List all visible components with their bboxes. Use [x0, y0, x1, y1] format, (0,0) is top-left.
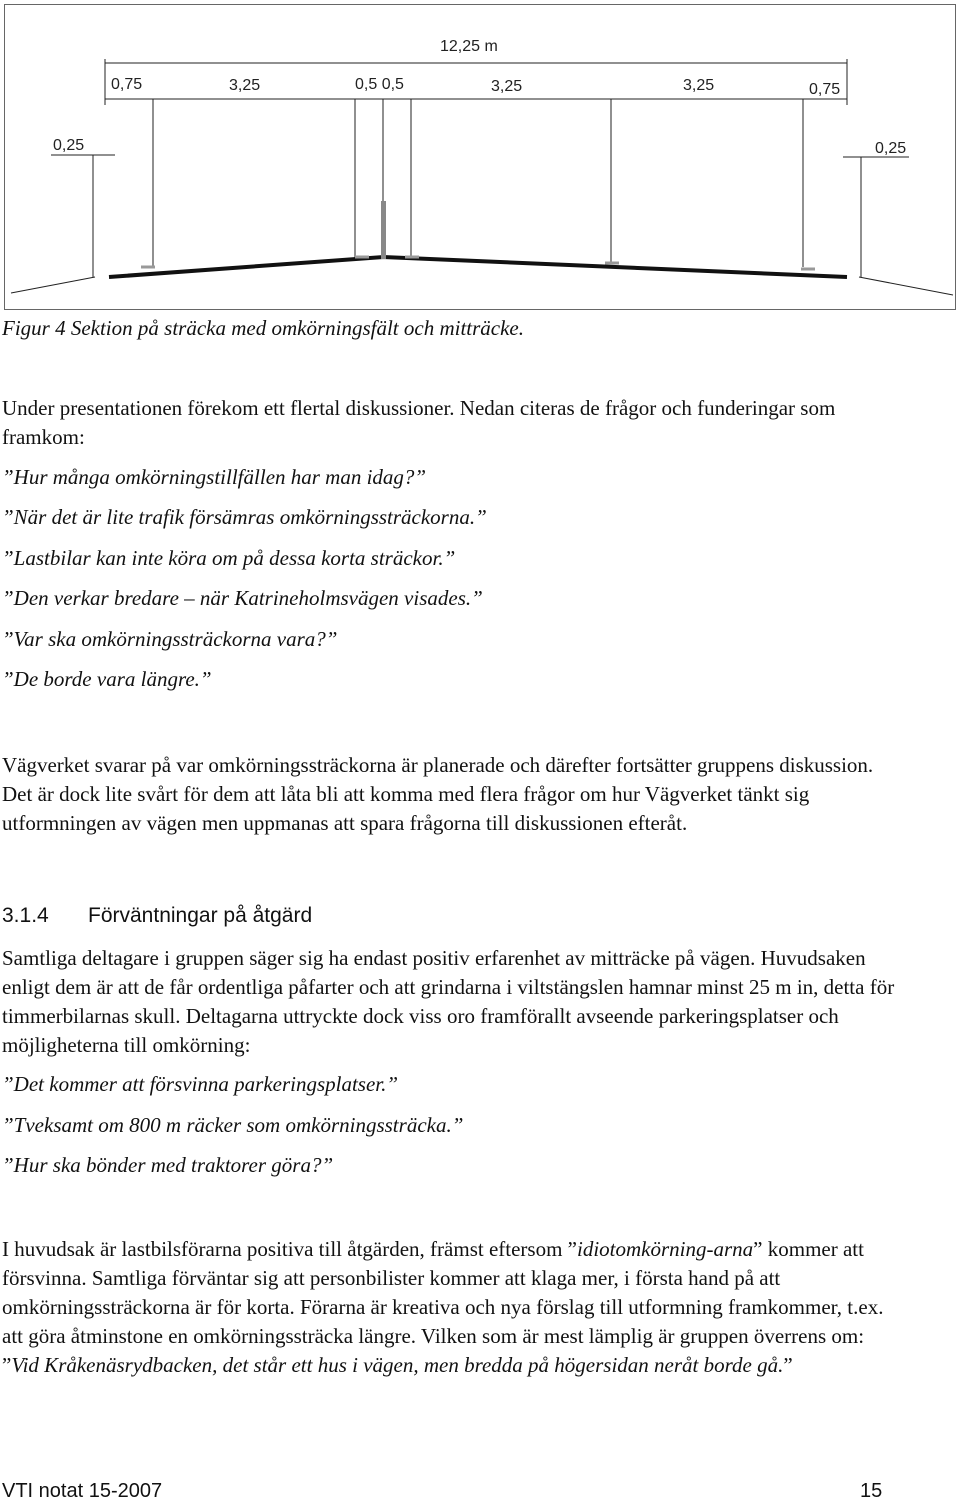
- footer-page-number: 15: [860, 1480, 883, 1502]
- quote-9: ”Hur ska bönder med traktorer göra?”: [2, 1153, 334, 1177]
- section-heading: [2, 904, 312, 928]
- dim-shoulder-right: 0,75: [809, 81, 841, 98]
- dim-shoulder-left: 0,75: [111, 76, 143, 93]
- dim-edge-left: 0,25: [53, 137, 85, 154]
- dim-edge-right: 0,25: [875, 140, 907, 157]
- dim-lane-3: 3,25: [683, 77, 715, 94]
- quote-5: ”Var ska omkörningssträckorna vara?”: [2, 627, 338, 651]
- quote-1: ”Hur många omkörningstillfällen har man idag?”: [2, 465, 427, 489]
- drivers-text-d: Vid Kråkenäsrydbacken, det står ett hus i vägen, men bredda på högersidan neråt borde gå.: [11, 1353, 784, 1377]
- expectations-paragraph: Samtliga deltagare i gruppen säger sig ha endast positiv erfarenhet av mitträcke på vägen. Huvudsaken enligt dem är att de får ordentliga påfarter och att grindarna i viltstängslen hamnar minst 25 m in, detta för timmerbilarnas skull. Deltagarna uttryckte dock viss oro framförallt avseende parkeringsplatser och möjligheterna till omkörning:: [2, 946, 895, 1057]
- footer-publication: VTI notat 15-2007: [2, 1480, 163, 1502]
- quote-2: ”När det är lite trafik försämras omkörningssträckorna.”: [2, 505, 487, 529]
- drivers-text-e: ”: [783, 1353, 793, 1377]
- dim-median: 0,5 0,5: [355, 76, 404, 93]
- road-section-figure: [4, 4, 956, 310]
- drivers-text-c: ” kommer att försvinna. Samtliga förväntar sig att personbilister kommer att klaga mer, i första hand på att omkörningssträckorna är för korta. Förarna är kreativa och nya förslag till utformning framkommer, t.ex. att göra åtminstone en omkörningssträcka längre. Vilken som är mest lämplig är gruppen överrens om: ”: [2, 1237, 884, 1377]
- intro-paragraph: Under presentationen förekom ett flertal diskussioner. Nedan citeras de frågor och funderingar som framkom:: [2, 396, 836, 449]
- dim-lane-1: 3,25: [229, 77, 261, 94]
- quote-8: ”Tveksamt om 800 m räcker som omkörningssträcka.”: [2, 1113, 464, 1137]
- section-title: Förväntningar på åtgärd: [88, 904, 313, 927]
- drivers-text-b: idiotomkörning-arna: [577, 1237, 754, 1261]
- section-number: 3.1.4: [2, 904, 49, 927]
- drivers-paragraph: [2, 1235, 902, 1380]
- quote-6: ”De borde vara längre.”: [2, 667, 212, 691]
- quote-7: ”Det kommer att försvinna parkeringsplatser.”: [2, 1072, 399, 1096]
- quote-3: ”Lastbilar kan inte köra om på dessa korta sträckor.”: [2, 546, 456, 570]
- dim-total: 12,25 m: [440, 38, 498, 55]
- quote-4: ”Den verkar bredare – när Katrineholmsvägen visades.”: [2, 586, 483, 610]
- response-paragraph: Vägverket svarar på var omkörningssträckorna är planerade och därefter fortsätter gruppens diskussion. Det är dock lite svårt för dem att låta bli att komma med flera frågor om hur Vägverket tänkt sig utformningen av vägen men uppmanas att spara frågorna till diskussionen efteråt.: [2, 753, 874, 835]
- drivers-text-a: I huvudsak är lastbilsförarna positiva till åtgärden, främst eftersom ”: [2, 1237, 577, 1261]
- figure-caption: Figur 4 Sektion på sträcka med omkörningsfält och mitträcke.: [2, 316, 524, 340]
- dim-lane-2: 3,25: [491, 78, 523, 95]
